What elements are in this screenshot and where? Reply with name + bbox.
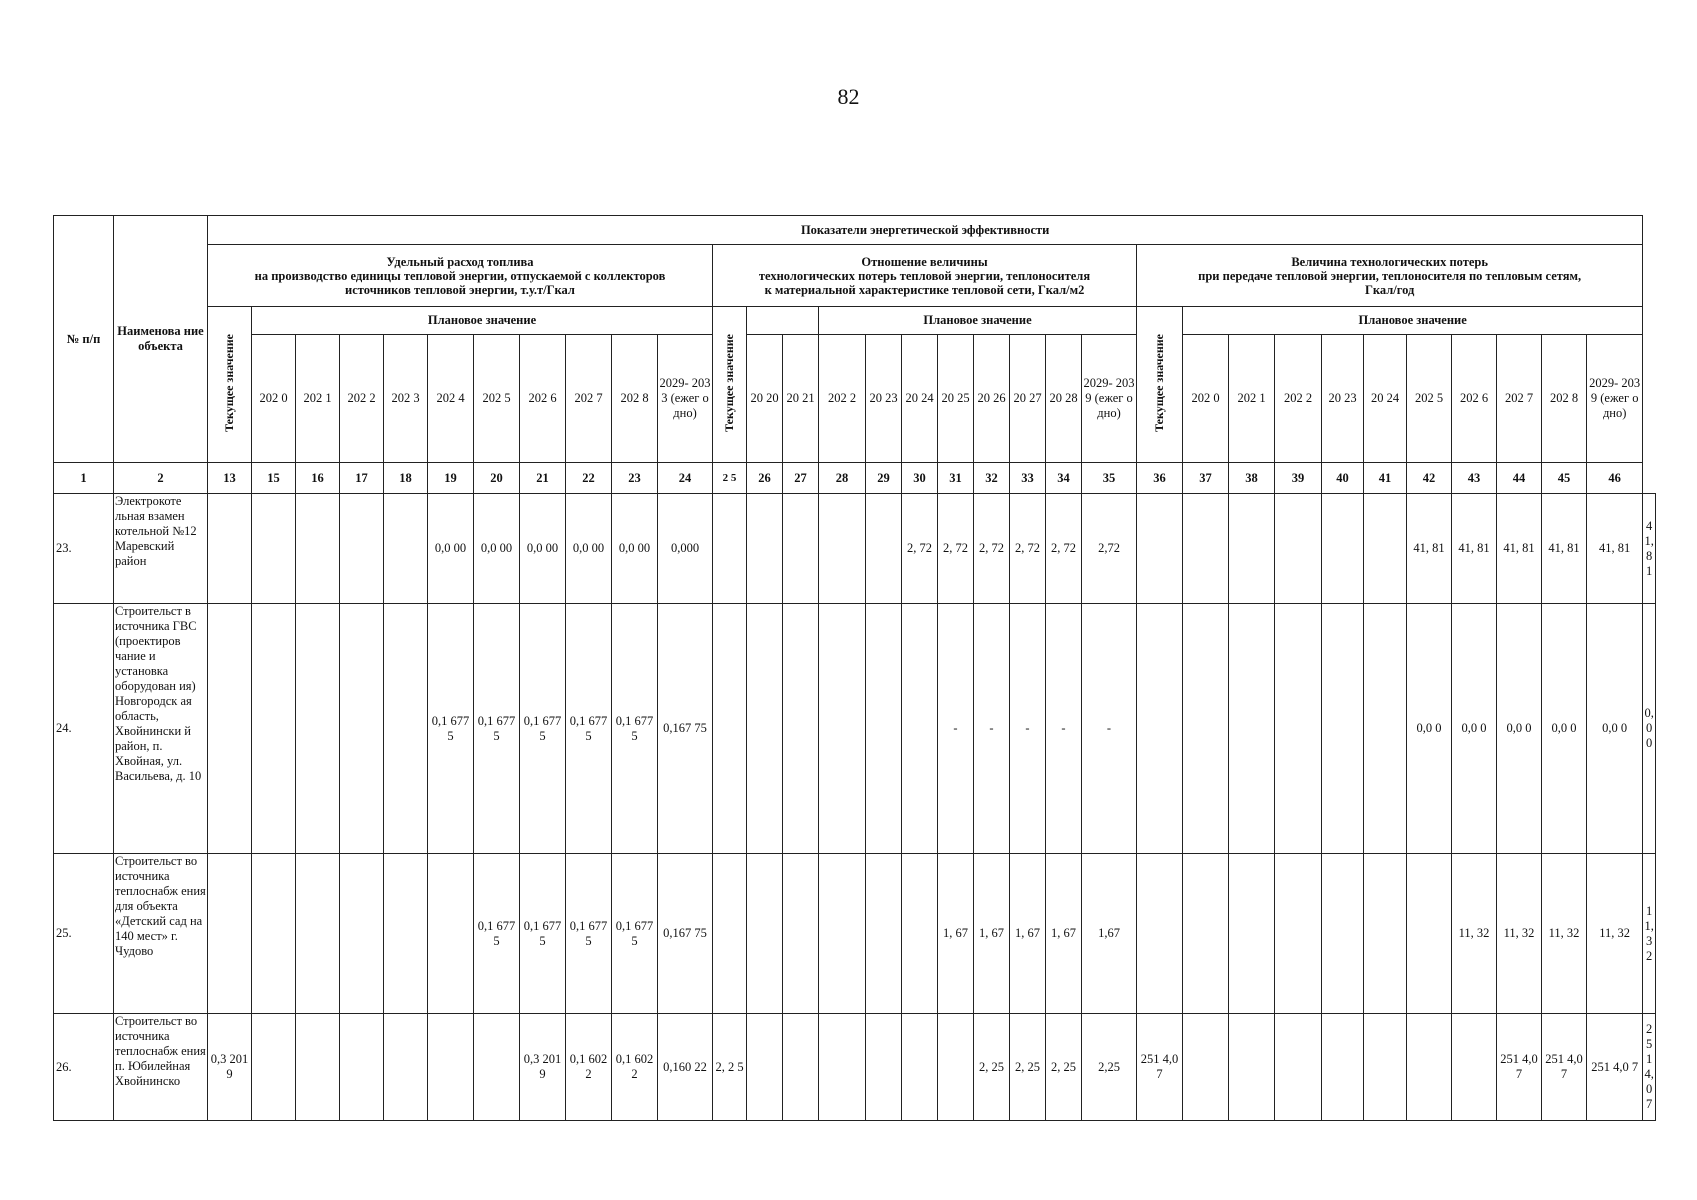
column-number-cell: 32 [974, 463, 1010, 494]
value-cell: 11, 32 [1587, 854, 1643, 1014]
value-cell: 0,3 201 9 [208, 1014, 252, 1121]
row-number: 26. [54, 1014, 114, 1121]
value-cell [1407, 854, 1452, 1014]
value-cell [1364, 604, 1407, 854]
value-cell: 0,0 0 [1542, 604, 1587, 854]
column-number-cell: 15 [252, 463, 296, 494]
value-cell: 41, 81 [1497, 494, 1542, 604]
value-cell: 0,0 0 [1497, 604, 1542, 854]
value-cell [1322, 604, 1364, 854]
value-cell: 1,67 [1082, 854, 1137, 1014]
value-cell [296, 1014, 340, 1121]
column-number-cell: 38 [1229, 463, 1275, 494]
value-cell [340, 604, 384, 854]
value-cell [1137, 494, 1183, 604]
value-cell: 0,0 00 [612, 494, 658, 604]
value-cell: 2, 2 5 [713, 1014, 747, 1121]
header-current-value-g3: Текущее значение [1137, 307, 1183, 463]
value-cell [866, 1014, 902, 1121]
value-cell: 0,0 00 [428, 494, 474, 604]
header-year-g3-9: 2029- 2039 (ежег одно) [1587, 335, 1643, 463]
value-cell [866, 494, 902, 604]
header-year-g1-3: 202 3 [384, 335, 428, 463]
value-cell: 0,1 677 5 [520, 604, 566, 854]
value-cell: 41, 81 [1407, 494, 1452, 604]
value-cell [1183, 494, 1229, 604]
value-cell [1407, 1014, 1452, 1121]
column-number-cell: 23 [612, 463, 658, 494]
header-year-g1-0: 202 0 [252, 335, 296, 463]
header-year-g2-3: 20 23 [866, 335, 902, 463]
value-cell [384, 1014, 428, 1121]
header-year-g3-6: 202 6 [1452, 335, 1497, 463]
column-number-cell: 37 [1183, 463, 1229, 494]
column-number-cell: 33 [1010, 463, 1046, 494]
value-cell [783, 604, 819, 854]
header-year-g1-1: 202 1 [296, 335, 340, 463]
value-cell [1322, 494, 1364, 604]
header-year-g2-6: 20 26 [974, 335, 1010, 463]
value-cell [384, 854, 428, 1014]
row-number: 25. [54, 854, 114, 1014]
value-cell [866, 604, 902, 854]
header-year-g2-9: 2029- 2039 (ежег одно) [1082, 335, 1137, 463]
value-cell: 0,1 677 5 [428, 604, 474, 854]
value-cell: 251 4,07 [1137, 1014, 1183, 1121]
value-cell [783, 494, 819, 604]
value-cell [1229, 854, 1275, 1014]
value-cell [1364, 854, 1407, 1014]
value-cell: 1, 67 [938, 854, 974, 1014]
value-cell [428, 1014, 474, 1121]
value-cell: 0,3 201 9 [520, 1014, 566, 1121]
value-cell: 0,1 677 5 [474, 854, 520, 1014]
header-year-g2-8: 20 28 [1046, 335, 1082, 463]
value-cell: 2, 25 [974, 1014, 1010, 1121]
value-cell: 0,1 677 5 [566, 854, 612, 1014]
column-number-cell: 46 [1587, 463, 1643, 494]
value-cell [340, 854, 384, 1014]
value-cell: 11, 32 [1542, 854, 1587, 1014]
value-cell: 2, 25 [1046, 1014, 1082, 1121]
column-number-cell: 45 [1542, 463, 1587, 494]
column-number-cell: 42 [1407, 463, 1452, 494]
header-year-g3-1: 202 1 [1229, 335, 1275, 463]
header-year-g3-7: 202 7 [1497, 335, 1542, 463]
header-year-g1-7: 202 7 [566, 335, 612, 463]
column-number-cell: 24 [658, 463, 713, 494]
value-cell: 2, 72 [902, 494, 938, 604]
value-cell: 2,25 [1082, 1014, 1137, 1121]
value-cell [428, 854, 474, 1014]
value-cell: 2514, 07 [1643, 1014, 1656, 1121]
column-number-cell: 31 [938, 463, 974, 494]
value-cell: 41, 81 [1587, 494, 1643, 604]
header-current-value-g2: Текущее значение [713, 307, 747, 463]
value-cell: 0,167 75 [658, 604, 713, 854]
value-cell: 11, 32 [1452, 854, 1497, 1014]
header-year-g3-0: 202 0 [1183, 335, 1229, 463]
header-year-g2-2: 202 2 [819, 335, 866, 463]
column-number-cell: 35 [1082, 463, 1137, 494]
column-number-cell: 29 [866, 463, 902, 494]
value-cell [1322, 1014, 1364, 1121]
object-name: Строительст во источника теплоснабж ения для объекта «Детский сад на 140 мест» г. Чудово [114, 854, 208, 1014]
value-cell: 0,0 0 [1407, 604, 1452, 854]
value-cell: 251 4,0 7 [1542, 1014, 1587, 1121]
value-cell: 2, 72 [1046, 494, 1082, 604]
object-name: Электрокоте льная взамен котельной №12 Маревский район [114, 494, 208, 604]
header-year-g3-2: 202 2 [1275, 335, 1322, 463]
value-cell [384, 494, 428, 604]
value-cell [340, 1014, 384, 1121]
value-cell [747, 604, 783, 854]
object-name: Строительст в источника ГВС (проектиров чание и установка оборудован ия) Новгородск ая область, Хвойнински й район, п. Хвойная, ул. Васильева, д. 10 [114, 604, 208, 854]
row-number: 23. [54, 494, 114, 604]
value-cell [296, 854, 340, 1014]
header-years-row [54, 335, 1656, 463]
value-cell: 0,0 00 [520, 494, 566, 604]
value-cell: 0,0 00 [474, 494, 520, 604]
value-cell [1275, 1014, 1322, 1121]
header-year-g2-4: 20 24 [902, 335, 938, 463]
column-number-cell: 41 [1364, 463, 1407, 494]
value-cell [252, 854, 296, 1014]
page-number: 82 [837, 84, 860, 109]
column-number-cell: 39 [1275, 463, 1322, 494]
value-cell: 11, 32 [1497, 854, 1542, 1014]
column-number-cell: 30 [902, 463, 938, 494]
value-cell: 0,0 0 [1452, 604, 1497, 854]
header-group-loss-ratio: Отношение величины технологических потерь тепловой энергии, теплоносителя к материальной характеристике тепловой сети, Гкал/м2 [713, 245, 1137, 307]
value-cell: 0,1 677 5 [612, 604, 658, 854]
header-year-g2-1: 20 21 [783, 335, 819, 463]
value-cell [252, 1014, 296, 1121]
value-cell: 41, 81 [1542, 494, 1587, 604]
value-cell [474, 1014, 520, 1121]
header-year-g1-9: 2029- 2033 (ежег одно) [658, 335, 713, 463]
value-cell [902, 604, 938, 854]
column-number-cell: 40 [1322, 463, 1364, 494]
value-cell [713, 854, 747, 1014]
header-year-g3-5: 202 5 [1407, 335, 1452, 463]
value-cell: - [1010, 604, 1046, 854]
value-cell [1364, 1014, 1407, 1121]
value-cell: 11,32 [1643, 854, 1656, 1014]
column-number-cell: 2 [114, 463, 208, 494]
value-cell: 2, 72 [1010, 494, 1046, 604]
energy-efficiency-table [53, 215, 1656, 1121]
value-cell [819, 854, 866, 1014]
value-cell: 1, 67 [1046, 854, 1082, 1014]
value-cell: - [938, 604, 974, 854]
value-cell: 0,160 22 [658, 1014, 713, 1121]
object-name: Строительст во источника теплоснабж ения п. Юбилейная Хвойнинско [114, 1014, 208, 1121]
header-year-g2-5: 20 25 [938, 335, 974, 463]
header-year-g1-8: 202 8 [612, 335, 658, 463]
value-cell [747, 854, 783, 1014]
value-cell [713, 604, 747, 854]
table-row [54, 854, 1656, 1014]
value-cell [902, 854, 938, 1014]
value-cell [296, 604, 340, 854]
header-year-g1-5: 202 5 [474, 335, 520, 463]
column-number-cell: 43 [1452, 463, 1497, 494]
value-cell [208, 604, 252, 854]
header-object-name: Наименова ние объекта [114, 216, 208, 463]
value-cell [783, 854, 819, 1014]
column-number-cell: 17 [340, 463, 384, 494]
column-number-cell: 22 [566, 463, 612, 494]
column-number-cell: 2 5 [713, 463, 747, 494]
column-number-cell: 1 [54, 463, 114, 494]
value-cell: 2, 72 [938, 494, 974, 604]
table-row [54, 1014, 1656, 1121]
column-numbers-row [54, 463, 1656, 494]
value-cell [1275, 494, 1322, 604]
value-cell [1275, 854, 1322, 1014]
row-number: 24. [54, 604, 114, 854]
column-number-cell: 36 [1137, 463, 1183, 494]
header-planned-value-g2: Плановое значение [819, 307, 1137, 335]
header-planned-value-g1: Плановое значение [252, 307, 713, 335]
header-year-g3-4: 20 24 [1364, 335, 1407, 463]
column-number-cell: 34 [1046, 463, 1082, 494]
value-cell [1322, 854, 1364, 1014]
value-cell [819, 604, 866, 854]
column-number-cell: 44 [1497, 463, 1542, 494]
header-year-g2-0: 20 20 [747, 335, 783, 463]
header-group-technological-losses: Величина технологических потерь при передаче тепловой энергии, теплоносителя по тепловым сетям, Гкал/год [1137, 245, 1643, 307]
value-cell: 1, 67 [974, 854, 1010, 1014]
value-cell [783, 1014, 819, 1121]
value-cell [819, 494, 866, 604]
header-year-g2-7: 20 27 [1010, 335, 1046, 463]
value-cell [384, 604, 428, 854]
value-cell: 0,1 602 2 [612, 1014, 658, 1121]
column-number-cell: 19 [428, 463, 474, 494]
value-cell: 0,0 0 [1587, 604, 1643, 854]
value-cell [252, 604, 296, 854]
value-cell: 0,1 677 5 [474, 604, 520, 854]
value-cell: 0,00 [1643, 604, 1656, 854]
header-indicators-title: Показатели энергетической эффективности [208, 216, 1643, 245]
column-number-cell: 27 [783, 463, 819, 494]
value-cell [713, 494, 747, 604]
value-cell: 0,1 677 5 [566, 604, 612, 854]
header-planned-value-g3: Плановое значение [1183, 307, 1643, 335]
header-year-g3-3: 20 23 [1322, 335, 1364, 463]
value-cell [1229, 604, 1275, 854]
header-group-fuel-consumption: Удельный расход топлива на производство единицы тепловой энергии, отпускаемой с коллекторов источников тепловой энергии, т.у.т/Гкал [208, 245, 713, 307]
column-number-cell: 21 [520, 463, 566, 494]
value-cell: 41, 81 [1452, 494, 1497, 604]
value-cell [1137, 604, 1183, 854]
header-current-value-g1: Текущее значение [208, 307, 252, 463]
value-cell: 2, 72 [974, 494, 1010, 604]
header-year-g3-8: 202 8 [1542, 335, 1587, 463]
value-cell [819, 1014, 866, 1121]
value-cell: 0,167 75 [658, 854, 713, 1014]
header-year-g1-6: 202 6 [520, 335, 566, 463]
value-cell: - [974, 604, 1010, 854]
table-row [54, 604, 1656, 854]
value-cell [1183, 854, 1229, 1014]
value-cell [208, 494, 252, 604]
value-cell [938, 1014, 974, 1121]
value-cell: 0,0 00 [566, 494, 612, 604]
header-row-number: № п/п [54, 216, 114, 463]
value-cell [296, 494, 340, 604]
value-cell [1183, 604, 1229, 854]
column-number-cell: 13 [208, 463, 252, 494]
value-cell: 2,72 [1082, 494, 1137, 604]
value-cell [866, 854, 902, 1014]
value-cell [747, 1014, 783, 1121]
column-number-cell: 28 [819, 463, 866, 494]
value-cell: 1, 67 [1010, 854, 1046, 1014]
header-year-g1-2: 202 2 [340, 335, 384, 463]
value-cell: 251 4,0 7 [1587, 1014, 1643, 1121]
table-row [54, 494, 1656, 604]
value-cell [252, 494, 296, 604]
value-cell [1229, 1014, 1275, 1121]
column-number-cell: 16 [296, 463, 340, 494]
value-cell [1452, 1014, 1497, 1121]
column-number-cell: 26 [747, 463, 783, 494]
header-planned-blank-g2 [747, 307, 819, 335]
indicator-table-container [53, 215, 1656, 1121]
value-cell [747, 494, 783, 604]
value-cell [902, 1014, 938, 1121]
value-cell [1229, 494, 1275, 604]
value-cell: 0,1 602 2 [566, 1014, 612, 1121]
value-cell: - [1046, 604, 1082, 854]
value-cell: 0,000 [658, 494, 713, 604]
value-cell: 2, 25 [1010, 1014, 1046, 1121]
value-cell: - [1082, 604, 1137, 854]
value-cell: 0,1 677 5 [520, 854, 566, 1014]
value-cell [208, 854, 252, 1014]
column-number-cell: 20 [474, 463, 520, 494]
value-cell [1275, 604, 1322, 854]
value-cell: 0,1 677 5 [612, 854, 658, 1014]
value-cell: 251 4,0 7 [1497, 1014, 1542, 1121]
header-year-g1-4: 202 4 [428, 335, 474, 463]
value-cell: 41,81 [1643, 494, 1656, 604]
value-cell [1137, 854, 1183, 1014]
value-cell [1364, 494, 1407, 604]
value-cell [340, 494, 384, 604]
value-cell [1183, 1014, 1229, 1121]
column-number-cell: 18 [384, 463, 428, 494]
